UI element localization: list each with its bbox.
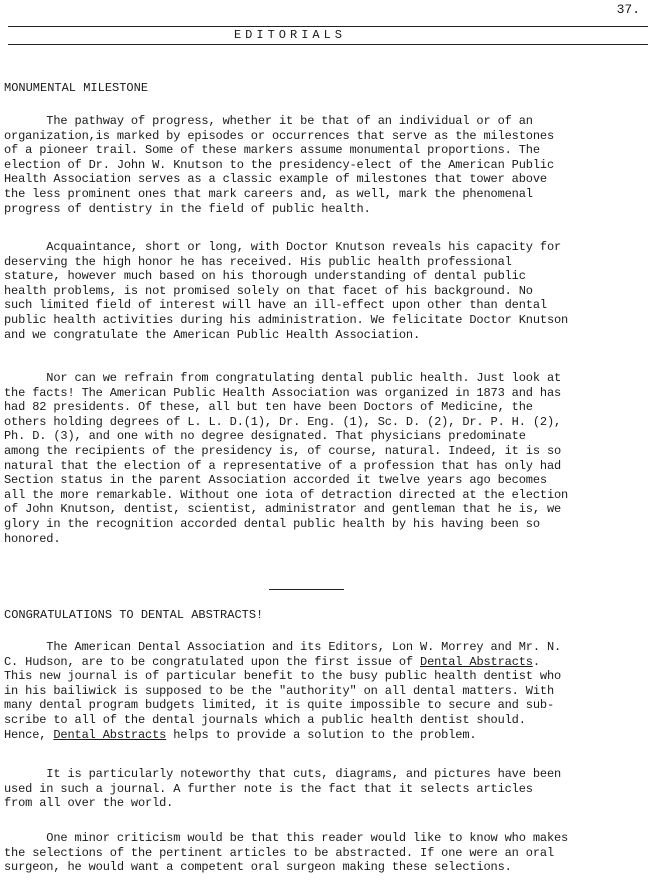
section-heading-monumental-milestone: MONUMENTAL MILESTONE (4, 81, 149, 95)
text-line: all the more remarkable. Without one iota of detraction directed at the election (4, 487, 569, 502)
text-fragment: helps to provide a solution to the problem. (166, 727, 477, 742)
page-number: 37. (616, 2, 640, 17)
journal-title: Dental Abstracts (53, 727, 167, 742)
text-line: Section status in the parent Association accorded it twelve years ago becomes (4, 473, 547, 488)
text-line: the less prominent ones that mark careers and, as well, mark the phenomenal (4, 186, 533, 201)
text-line: health problems, is not promised solely on that facet of his background. No (4, 283, 533, 298)
text-line: This new journal is of particular benefit to the busy public health dentist who (4, 669, 562, 684)
text-line: glory in the recognition accorded dental public health by his having been so (4, 516, 540, 531)
text-line: used in such a journal. A further note is the fact that it selects articles (4, 781, 533, 796)
text-line: among the recipients of the presidency is, of course, natural. Indeed, it is so (4, 443, 562, 458)
text-fragment: Hence, (4, 727, 54, 742)
text-line: surgeon, he would want a competent oral surgeon making these selections. (4, 860, 512, 875)
text-line: election of Dr. John W. Knutson to the presidency-elect of the American Public (4, 157, 554, 172)
text-line: scribe to all of the dental journals which a public health dentist should. (4, 712, 526, 727)
text-line: Health Association serves as a classic example of milestones that tower above (4, 172, 547, 187)
text-fragment: C. Hudson, are to be congratulated upon the first issue of (4, 654, 421, 669)
paragraph-6 (4, 831, 648, 875)
paragraph-3 (4, 371, 648, 546)
text-line: The pathway of progress, whether it be that of an individual or of an (4, 114, 533, 128)
text-line: had 82 presidents. Of these, all but ten have been Doctors of Medicine, the (4, 400, 533, 415)
text-line (4, 728, 476, 742)
text-line: The American Dental Association and its Editors, Lon W. Morrey and Mr. N. (4, 640, 562, 654)
text-line: honored. (4, 531, 61, 546)
text-line: many dental program budgets limited, it is quite impossible to secure and sub- (4, 698, 554, 713)
text-line: from all over the world. (4, 796, 174, 811)
text-line: in his bailiwick is supposed to be the "authority" on all dental matters. With (4, 683, 554, 698)
text-line: organization,is marked by episodes or occurrences that serve as the milestones (4, 128, 554, 143)
text-line: Ph. D. (3), and one with no degree designated. That physicians predominate (4, 429, 526, 444)
text-line: progress of dentistry in the field of public health. (4, 201, 371, 216)
paragraph-1 (4, 114, 648, 216)
page-header: EDITORIALS (233, 28, 346, 42)
text-line: Nor can we refrain from congratulating dental public health. Just look at (4, 371, 562, 385)
text-line: of a pioneer trail. Some of these markers assume monumental proportions. The (4, 143, 540, 158)
text-line: of John Knutson, dentist, scientist, administrator and gentleman that he is, we (4, 502, 562, 517)
paragraph-4 (4, 640, 648, 742)
section-divider (269, 589, 344, 590)
text-line (4, 655, 540, 669)
header-rule-top (8, 26, 648, 27)
text-line: stature, however much based on his thorough understanding of dental public (4, 269, 526, 284)
text-line: deserving the high honor he has received. His public health professional (4, 254, 512, 269)
text-line: and we congratulate the American Public Health Association. (4, 327, 421, 342)
header-rule-bottom (8, 44, 648, 45)
text-line: natural that the election of a representative of a profession that has only had (4, 458, 562, 473)
text-line: Acquaintance, short or long, with Doctor Knutson reveals his capacity for (4, 240, 562, 254)
paragraph-5 (4, 767, 648, 811)
text-line: One minor criticism would be that this reader would like to know who makes (4, 831, 569, 845)
text-line: It is particularly noteworthy that cuts, diagrams, and pictures have been (4, 767, 562, 781)
text-line: such limited field of interest will have an ill-effect upon other than dental (4, 298, 547, 313)
journal-title: Dental Abstracts (420, 654, 533, 669)
text-line: others holding degrees of L. L. D.(1), Dr. Eng. (1), Sc. D. (2), Dr. P. H. (2), (4, 414, 562, 429)
paragraph-2 (4, 240, 648, 342)
text-fragment: . (532, 654, 540, 669)
text-line: the selections of the pertinent articles to be abstracted. If one were an oral (4, 845, 554, 860)
text-line: the facts! The American Public Health Association was organized in 1873 and has (4, 385, 562, 400)
section-heading-dental-abstracts: CONGRATULATIONS TO DENTAL ABSTRACTS! (4, 608, 264, 622)
text-line: public health activities during his administration. We felicitate Doctor Knutson (4, 312, 569, 327)
